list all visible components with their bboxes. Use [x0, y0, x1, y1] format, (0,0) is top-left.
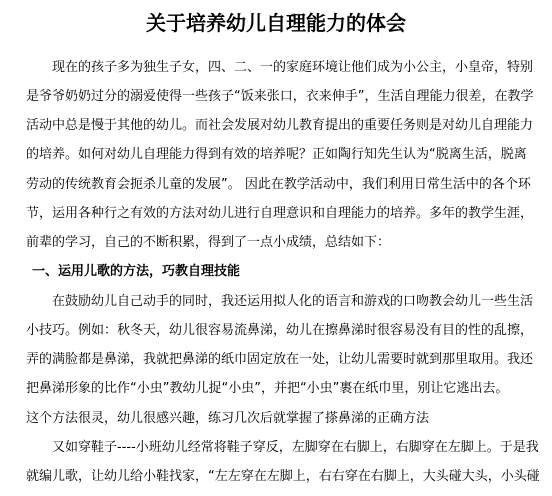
paragraph-line: 活动中总是慢于其他的幼儿。而社会发展对幼儿教育提出的重要任务则是对幼儿自理能力 — [26, 118, 534, 133]
paragraph-line: 现在的孩子多为独生子女，四、二、一的家庭环境让他们成为小公主，小皇帝，特别 — [52, 60, 534, 75]
paragraph-line: 把鼻涕形象的比作“小虫”教幼儿捉“小虫”，并把“小虫”裹在纸巾里，别让它逃出去。 — [26, 381, 509, 396]
paragraph-line: 节，运用各种行之有效的方法对幼儿进行自理意识和自理能力的培养。多年的教学生涯， — [26, 206, 534, 221]
paragraph-line: 前辈的学习，自己的不断积累，得到了一点小成绩，总结如下： — [26, 235, 391, 250]
paragraph-line: 弄的满脸都是鼻涕，我就把鼻涕的纸巾固定放在一处，让幼儿需要时就到那里取用。我还 — [26, 352, 534, 367]
paragraph-line: 这个方法很灵，幼儿很感兴趣，练习几次后就掌握了搽鼻涕的正确方法 — [26, 411, 430, 426]
paragraph-line: 小技巧。例如：秋冬天，幼儿很容易流鼻涕，幼儿在擦鼻涕时很容易没有目的性的乱擦， — [26, 323, 534, 338]
section-heading: 一、运用儿歌的方法，巧教自理技能 — [32, 264, 241, 279]
paragraph-line: 在鼓励幼儿自己动手的同时，我还运用拟人化的语言和游戏的口吻教会幼儿一些生活 — [52, 294, 534, 309]
paragraph-line: 劳动的传统教育会扼杀儿童的发展”。 因此在教学活动中，我们利用日常生活中的各个环 — [26, 177, 531, 192]
paragraph-line: 的培养。如何对幼儿自理能力得到有效的培养呢？正如陶行知先生认为“脱离生活，脱离 — [26, 147, 527, 162]
paragraph-line: 又如穿鞋子----小班幼儿经常将鞋子穿反，左脚穿在右脚上，右脚穿在左脚上。于是我 — [52, 440, 539, 455]
document-title: 关于培养幼儿自理能力的体会 — [146, 11, 406, 35]
paragraph-line: 是爷爷奶奶过分的溺爱使得一些孩子“饭来张口，衣来伸手”，生活自理能力很差，在教学 — [26, 89, 534, 104]
paragraph-line: 就编儿歌，让幼儿给小鞋找家，“左左穿在左脚上，右右穿在右脚上，大头碰大头，小头碰 — [26, 469, 540, 484]
